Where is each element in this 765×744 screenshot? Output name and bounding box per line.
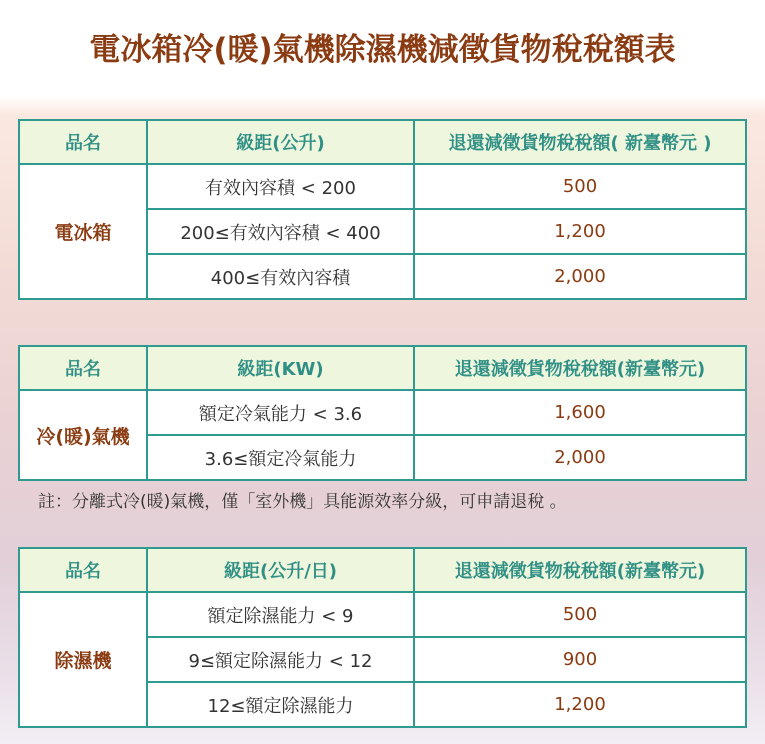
amount-cell: 500: [414, 592, 746, 637]
range-cell: 200≤有效內容積 < 400: [147, 209, 414, 254]
footnote: 註：分離式冷(暖)氣機，僅「室外機」具能源效率分級，可申請退稅 。: [38, 492, 567, 512]
header-range: 級距(公升/日): [147, 548, 414, 592]
header-range: 級距(KW): [147, 346, 414, 390]
header-item-name: 品名: [19, 548, 147, 592]
table-header-row: [19, 548, 746, 592]
table-row: [19, 390, 746, 435]
table-header-row: [19, 120, 746, 164]
header-tax-amount: 退還減徵貨物稅稅額(新臺幣元): [414, 548, 746, 592]
amount-cell: 2,000: [414, 435, 746, 480]
range-cell: 3.6≤額定冷氣能力: [147, 435, 414, 480]
page-title: 電冰箱冷(暖)氣機除濕機減徵貨物稅稅額表: [89, 32, 676, 68]
range-cell: 有效內容積 < 200: [147, 164, 414, 209]
amount-cell: 1,200: [414, 209, 746, 254]
amount-cell: 1,600: [414, 390, 746, 435]
range-cell: 9≤額定除濕能力 < 12: [147, 637, 414, 682]
range-cell: 12≤額定除濕能力: [147, 682, 414, 727]
table-row: [19, 164, 746, 209]
header-item-name: 品名: [19, 120, 147, 164]
header-range: 級距(公升): [147, 120, 414, 164]
amount-cell: 1,200: [414, 682, 746, 727]
range-cell: 400≤有效內容積: [147, 254, 414, 299]
header-tax-amount: 退還減徵貨物稅稅額( 新臺幣元 ): [414, 120, 746, 164]
amount-cell: 2,000: [414, 254, 746, 299]
table-header-row: [19, 346, 746, 390]
amount-cell: 900: [414, 637, 746, 682]
dehumidifier-table: [18, 547, 747, 728]
refrigerator-table: [18, 119, 747, 300]
category-air-conditioner: 冷(暖)氣機: [19, 390, 147, 480]
category-refrigerator: 電冰箱: [19, 164, 147, 299]
air-conditioner-table: [18, 345, 747, 481]
header-tax-amount: 退還減徵貨物稅稅額(新臺幣元): [414, 346, 746, 390]
category-dehumidifier: 除濕機: [19, 592, 147, 727]
range-cell: 額定冷氣能力 < 3.6: [147, 390, 414, 435]
table-row: [19, 592, 746, 637]
header-item-name: 品名: [19, 346, 147, 390]
range-cell: 額定除濕能力 < 9: [147, 592, 414, 637]
amount-cell: 500: [414, 164, 746, 209]
